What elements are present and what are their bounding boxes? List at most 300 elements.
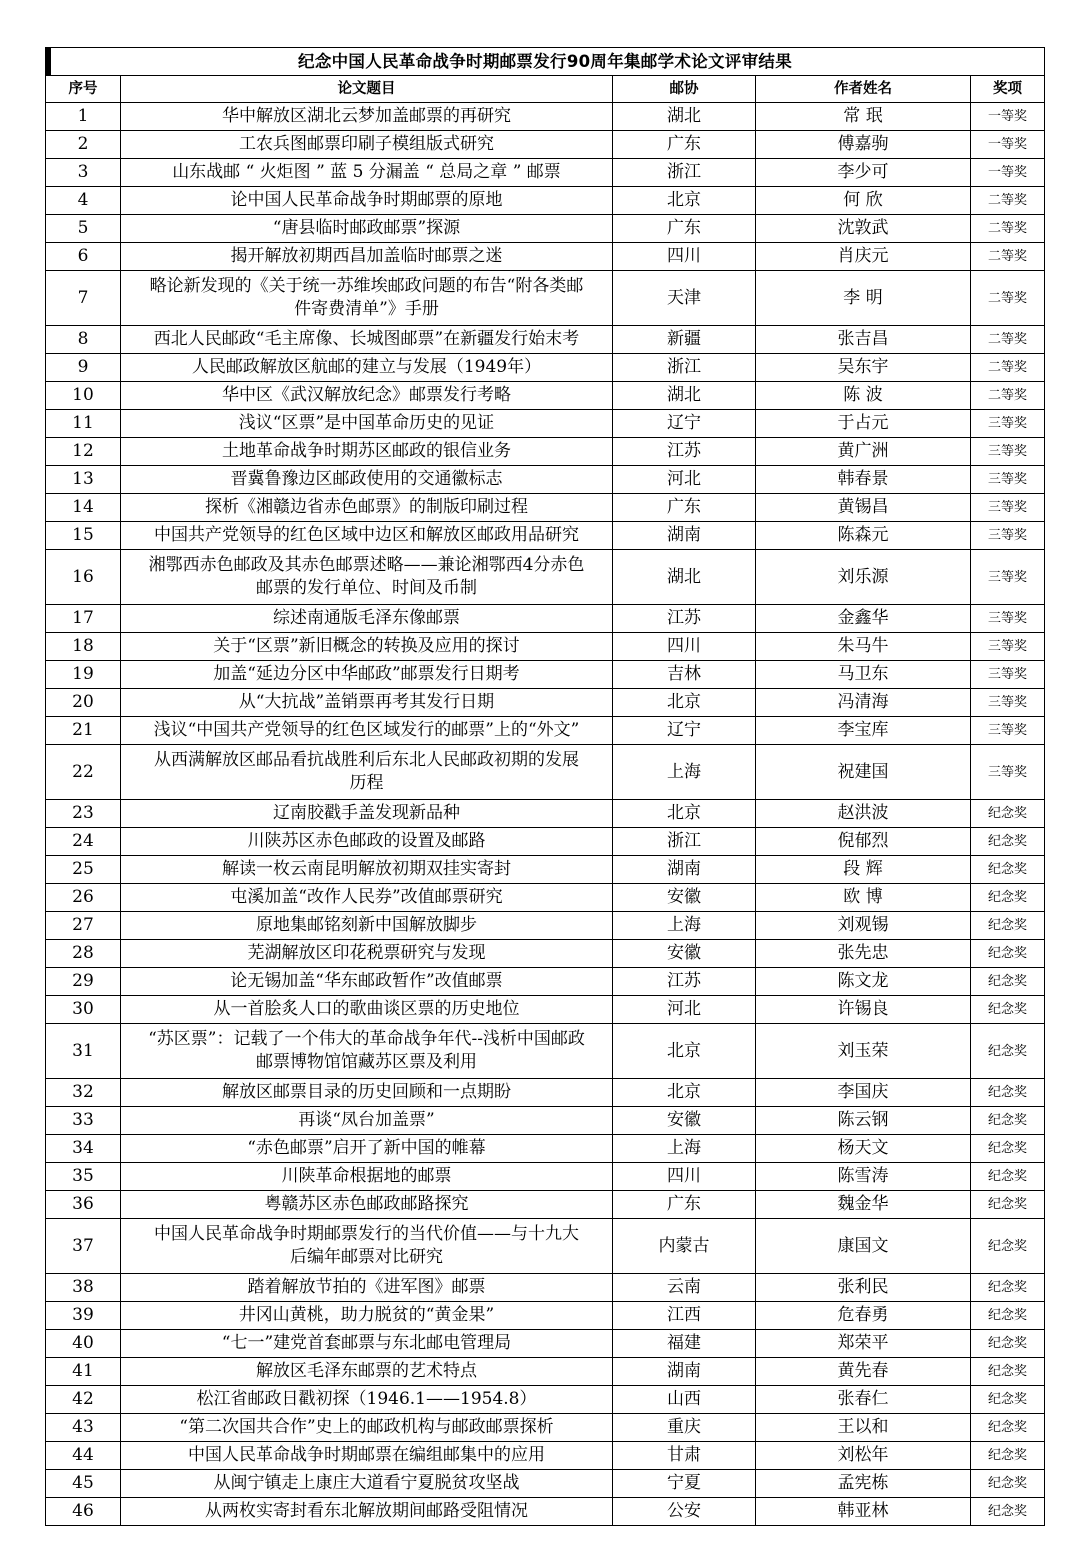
row-title-line: 晋冀鲁豫边区邮政使用的交通徽标志: [230, 469, 503, 489]
row-title-line: “赤色邮票”启开了新中国的帷幕: [247, 1138, 486, 1158]
table-row: [46, 1302, 1045, 1330]
row-number: 5: [46, 215, 121, 243]
table-row: [46, 382, 1045, 410]
row-author: 倪郁烈: [756, 828, 971, 856]
col-header-award: 奖项: [971, 76, 1045, 103]
row-association: 上海: [613, 912, 756, 940]
row-award: 纪念奖: [971, 1079, 1045, 1107]
row-association: 江苏: [613, 605, 756, 633]
row-title-line: 粤赣苏区赤色邮政邮路探究: [264, 1194, 469, 1214]
table-row: [46, 1470, 1045, 1498]
table-row: [46, 187, 1045, 215]
row-title: [121, 243, 613, 271]
row-number: 18: [46, 633, 121, 661]
row-title-line: 探析《湘赣边省赤色邮票》的制版印刷过程: [205, 497, 528, 517]
row-title-line: 芜湖解放区印花税票研究与发现: [247, 943, 486, 963]
row-title-line: 湘鄂西赤色邮政及其赤色邮票述略——兼论湘鄂西4分赤色: [148, 555, 585, 575]
table-row: [46, 1191, 1045, 1219]
row-association: 安徽: [613, 1107, 756, 1135]
row-title: [121, 410, 613, 438]
row-title-line: “苏区票”：记载了一个伟大的革命战争年代--浅析中国邮政: [148, 1029, 585, 1049]
table-row: [46, 1219, 1045, 1274]
table-row: [46, 1274, 1045, 1302]
table-row: [46, 1358, 1045, 1386]
row-number: 39: [46, 1302, 121, 1330]
row-number: 31: [46, 1024, 121, 1079]
table-row: [46, 940, 1045, 968]
row-title: [121, 1107, 613, 1135]
row-author: 朱马牛: [756, 633, 971, 661]
row-award: 纪念奖: [971, 1163, 1045, 1191]
table-row: [46, 494, 1045, 522]
row-association: 天津: [613, 271, 756, 326]
table-row: [46, 1442, 1045, 1470]
row-number: 10: [46, 382, 121, 410]
row-author: 陈森元: [756, 522, 971, 550]
row-number: 15: [46, 522, 121, 550]
row-number: 33: [46, 1107, 121, 1135]
row-number: 3: [46, 159, 121, 187]
row-association: 河北: [613, 466, 756, 494]
row-title: [121, 996, 613, 1024]
row-association: 宁夏: [613, 1470, 756, 1498]
row-award: 纪念奖: [971, 1191, 1045, 1219]
row-title-line: 山东战邮 “ 火炬图 ” 蓝 5 分漏盖 “ 总局之章 ” 邮票: [172, 162, 561, 182]
row-number: 29: [46, 968, 121, 996]
row-title: [121, 940, 613, 968]
row-title: [121, 1219, 613, 1274]
row-title: [121, 745, 613, 800]
row-title-line: 华中区《武汉解放纪念》邮票发行考略: [222, 385, 511, 405]
row-award: 纪念奖: [971, 912, 1045, 940]
row-award: 纪念奖: [971, 996, 1045, 1024]
row-title: [121, 1079, 613, 1107]
row-title-line: 邮票的发行单位、时间及币制: [256, 578, 477, 598]
row-title: [121, 131, 613, 159]
title-accent-bar: [45, 47, 51, 76]
row-title: [121, 605, 613, 633]
row-award: 纪念奖: [971, 884, 1045, 912]
row-award: 三等奖: [971, 550, 1045, 605]
row-title: [121, 884, 613, 912]
table-row: [46, 103, 1045, 131]
row-title: [121, 187, 613, 215]
row-title-line: 再谈“凤台加盖票”: [298, 1110, 435, 1130]
row-number: 21: [46, 717, 121, 745]
row-title-line: 华中解放区湖北云梦加盖邮票的再研究: [222, 106, 511, 126]
table-row: [46, 856, 1045, 884]
row-title-line: “唐县临时邮政邮票”探源: [272, 218, 461, 238]
row-author: 王以和: [756, 1414, 971, 1442]
row-title-line: 加盖“延边分区中华邮政”邮票发行日期考: [213, 664, 520, 684]
row-title: [121, 689, 613, 717]
row-title-line: 解放区邮票目录的历史回顾和一点期盼: [222, 1082, 511, 1102]
header-row: [46, 76, 1045, 103]
row-association: 湖南: [613, 1358, 756, 1386]
row-title-line: 关于“区票”新旧概念的转换及应用的探讨: [213, 636, 520, 656]
row-title: [121, 550, 613, 605]
row-number: 43: [46, 1414, 121, 1442]
row-number: 25: [46, 856, 121, 884]
row-title-line: 从一首脍炙人口的歌曲谈区票的历史地位: [213, 999, 520, 1019]
row-title: [121, 968, 613, 996]
row-number: 40: [46, 1330, 121, 1358]
table-row: [46, 1498, 1045, 1526]
row-title: [121, 717, 613, 745]
row-award: 二等奖: [971, 187, 1045, 215]
row-award: 纪念奖: [971, 1330, 1045, 1358]
row-title-line: 土地革命战争时期苏区邮政的银信业务: [222, 441, 511, 461]
row-title-line: 论无锡加盖“华东邮政暂作”改值邮票: [230, 971, 503, 991]
table-row: [46, 689, 1045, 717]
row-title-line: 川陕苏区赤色邮政的设置及邮路: [247, 831, 486, 851]
row-title: [121, 1358, 613, 1386]
row-author: 刘玉荣: [756, 1024, 971, 1079]
row-author: 康国文: [756, 1219, 971, 1274]
row-title: [121, 271, 613, 326]
row-title: [121, 1135, 613, 1163]
row-author: 张先忠: [756, 940, 971, 968]
row-title: [121, 103, 613, 131]
row-association: 上海: [613, 1135, 756, 1163]
row-association: 四川: [613, 243, 756, 271]
row-number: 36: [46, 1191, 121, 1219]
row-author: 韩春景: [756, 466, 971, 494]
row-author: 陈雪涛: [756, 1163, 971, 1191]
row-title: [121, 661, 613, 689]
row-association: 山西: [613, 1386, 756, 1414]
col-header-association: 邮协: [613, 76, 756, 103]
row-award: 一等奖: [971, 159, 1045, 187]
row-number: 9: [46, 354, 121, 382]
row-award: 一等奖: [971, 131, 1045, 159]
row-title-line: 从“大抗战”盖销票再考其发行日期: [238, 692, 495, 712]
row-association: 湖北: [613, 550, 756, 605]
row-association: 广东: [613, 131, 756, 159]
row-title: [121, 1163, 613, 1191]
row-title-line: 中国人民革命战争时期邮票发行的当代价值——与十九大: [154, 1224, 579, 1244]
row-title: [121, 522, 613, 550]
results-table: [45, 47, 1045, 1526]
table-row: [46, 996, 1045, 1024]
row-association: 北京: [613, 689, 756, 717]
row-author: 危春勇: [756, 1302, 971, 1330]
row-title-line: 中国人民革命战争时期邮票在编组邮集中的应用: [188, 1445, 545, 1465]
row-title-line: “七一”建党首套邮票与东北邮电管理局: [221, 1333, 512, 1353]
row-title: [121, 1191, 613, 1219]
table-row: [46, 745, 1045, 800]
row-number: 44: [46, 1442, 121, 1470]
row-title-line: 浅议“区票”是中国革命历史的见证: [238, 413, 495, 433]
col-header-author: 作者姓名: [756, 76, 971, 103]
row-title-line: 邮票博物馆馆藏苏区票及利用: [256, 1052, 477, 1072]
row-association: 北京: [613, 800, 756, 828]
results-sheet: [45, 47, 1044, 1526]
row-title-line: 后编年邮票对比研究: [290, 1247, 443, 1267]
row-association: 公安: [613, 1498, 756, 1526]
row-association: 江苏: [613, 968, 756, 996]
row-association: 河北: [613, 996, 756, 1024]
row-association: 云南: [613, 1274, 756, 1302]
row-award: 纪念奖: [971, 1274, 1045, 1302]
row-award: 二等奖: [971, 382, 1045, 410]
row-award: 三等奖: [971, 745, 1045, 800]
row-association: 北京: [613, 187, 756, 215]
row-title-line: 浅议“中国共产党领导的红色区域发行的邮票”上的“外文”: [153, 720, 580, 740]
row-award: 纪念奖: [971, 1442, 1045, 1470]
row-number: 22: [46, 745, 121, 800]
row-title-line: 从西满解放区邮品看抗战胜利后东北人民邮政初期的发展: [154, 750, 579, 770]
table-row: [46, 1163, 1045, 1191]
row-title-line: 从闽宁镇走上康庄大道看宁夏脱贫攻坚战: [213, 1473, 520, 1493]
row-author: 陈云钢: [756, 1107, 971, 1135]
row-association: 四川: [613, 1163, 756, 1191]
row-title-line: 踏着解放节拍的《进军图》邮票: [247, 1277, 486, 1297]
row-title: [121, 1330, 613, 1358]
row-number: 6: [46, 243, 121, 271]
row-title: [121, 1302, 613, 1330]
row-association: 辽宁: [613, 410, 756, 438]
row-title: [121, 466, 613, 494]
row-award: 三等奖: [971, 438, 1045, 466]
row-number: 1: [46, 103, 121, 131]
table-row: [46, 1107, 1045, 1135]
row-title-line: 解放区毛泽东邮票的艺术特点: [256, 1361, 477, 1381]
row-number: 7: [46, 271, 121, 326]
row-number: 26: [46, 884, 121, 912]
row-author: 张吉昌: [756, 326, 971, 354]
row-award: 三等奖: [971, 661, 1045, 689]
row-association: 辽宁: [613, 717, 756, 745]
table-row: [46, 522, 1045, 550]
row-award: 二等奖: [971, 271, 1045, 326]
row-award: 纪念奖: [971, 1107, 1045, 1135]
table-row: [46, 1330, 1045, 1358]
table-row: [46, 243, 1045, 271]
table-row: [46, 717, 1045, 745]
row-author: 段 辉: [756, 856, 971, 884]
row-title: [121, 800, 613, 828]
row-author: 黄广洲: [756, 438, 971, 466]
row-award: 二等奖: [971, 243, 1045, 271]
row-association: 北京: [613, 1079, 756, 1107]
row-association: 新疆: [613, 326, 756, 354]
row-number: 38: [46, 1274, 121, 1302]
table-row: [46, 131, 1045, 159]
row-title: [121, 159, 613, 187]
row-association: 内蒙古: [613, 1219, 756, 1274]
row-title: [121, 1442, 613, 1470]
row-association: 湖北: [613, 103, 756, 131]
row-number: 28: [46, 940, 121, 968]
row-author: 李 明: [756, 271, 971, 326]
table-row: [46, 550, 1045, 605]
row-title: [121, 326, 613, 354]
row-author: 杨天文: [756, 1135, 971, 1163]
row-title-line: 工农兵图邮票印刷子模组版式研究: [239, 134, 494, 154]
row-title-line: 井冈山黄桃，助力脱贫的“黄金果”: [238, 1305, 495, 1325]
table-row: [46, 326, 1045, 354]
row-author: 郑荣平: [756, 1330, 971, 1358]
row-number: 30: [46, 996, 121, 1024]
row-number: 37: [46, 1219, 121, 1274]
row-title: [121, 354, 613, 382]
row-award: 纪念奖: [971, 1498, 1045, 1526]
row-award: 纪念奖: [971, 1414, 1045, 1442]
row-author: 魏金华: [756, 1191, 971, 1219]
table-row: [46, 1386, 1045, 1414]
row-title-line: 松江省邮政日戳初探（1946.1——1954.8）: [196, 1389, 537, 1409]
row-title-line: 解读一枚云南昆明解放初期双挂实寄封: [222, 859, 511, 879]
row-title-line: 揭开解放初期西昌加盖临时邮票之迷: [230, 246, 503, 266]
row-association: 四川: [613, 633, 756, 661]
row-title-line: 件寄费清单”》手册: [294, 299, 439, 319]
row-association: 湖南: [613, 522, 756, 550]
row-association: 湖南: [613, 856, 756, 884]
row-award: 二等奖: [971, 354, 1045, 382]
row-author: 于占元: [756, 410, 971, 438]
row-award: 纪念奖: [971, 1024, 1045, 1079]
row-number: 19: [46, 661, 121, 689]
row-author: 黄先春: [756, 1358, 971, 1386]
table-row: [46, 912, 1045, 940]
row-author: 马卫东: [756, 661, 971, 689]
row-association: 甘肃: [613, 1442, 756, 1470]
table-row: [46, 1024, 1045, 1079]
row-association: 安徽: [613, 940, 756, 968]
row-author: 李国庆: [756, 1079, 971, 1107]
table-row: [46, 271, 1045, 326]
row-award: 纪念奖: [971, 940, 1045, 968]
row-title: [121, 382, 613, 410]
row-association: 广东: [613, 215, 756, 243]
row-number: 17: [46, 605, 121, 633]
row-number: 11: [46, 410, 121, 438]
row-award: 三等奖: [971, 522, 1045, 550]
row-number: 35: [46, 1163, 121, 1191]
row-association: 浙江: [613, 354, 756, 382]
col-header-number: 序号: [46, 76, 121, 103]
table-row: [46, 605, 1045, 633]
table-row: [46, 354, 1045, 382]
row-author: 张春仁: [756, 1386, 971, 1414]
row-award: 纪念奖: [971, 828, 1045, 856]
row-number: 32: [46, 1079, 121, 1107]
row-number: 4: [46, 187, 121, 215]
row-author: 沈敦武: [756, 215, 971, 243]
row-award: 纪念奖: [971, 1470, 1045, 1498]
row-author: 何 欣: [756, 187, 971, 215]
row-number: 27: [46, 912, 121, 940]
row-title: [121, 438, 613, 466]
row-title-line: 屯溪加盖“改作人民券”改值邮票研究: [230, 887, 503, 907]
row-association: 吉林: [613, 661, 756, 689]
row-association: 北京: [613, 1024, 756, 1079]
row-award: 三等奖: [971, 689, 1045, 717]
row-title: [121, 215, 613, 243]
table-row: [46, 215, 1045, 243]
row-award: 一等奖: [971, 103, 1045, 131]
row-association: 福建: [613, 1330, 756, 1358]
row-author: 傅嘉驹: [756, 131, 971, 159]
table-row: [46, 410, 1045, 438]
table-title: 纪念中国人民革命战争时期邮票发行90周年集邮学术论文评审结果: [46, 48, 1045, 76]
row-association: 重庆: [613, 1414, 756, 1442]
row-author: 韩亚林: [756, 1498, 971, 1526]
table-row: [46, 1079, 1045, 1107]
row-association: 浙江: [613, 828, 756, 856]
row-number: 14: [46, 494, 121, 522]
row-number: 13: [46, 466, 121, 494]
row-title-line: 历程: [349, 773, 384, 793]
table-body: [46, 103, 1045, 1526]
row-author: 张利民: [756, 1274, 971, 1302]
row-title: [121, 1414, 613, 1442]
row-author: 常 珉: [756, 103, 971, 131]
table-row: [46, 1135, 1045, 1163]
row-association: 安徽: [613, 884, 756, 912]
table-row: [46, 466, 1045, 494]
row-number: 42: [46, 1386, 121, 1414]
table-row: [46, 633, 1045, 661]
row-award: 纪念奖: [971, 1302, 1045, 1330]
row-author: 陈 波: [756, 382, 971, 410]
row-title: [121, 828, 613, 856]
row-title-line: 略论新发现的《关于统一苏维埃邮政问题的布告“附各类邮: [149, 276, 584, 296]
row-award: 纪念奖: [971, 800, 1045, 828]
row-award: 三等奖: [971, 717, 1045, 745]
row-title-line: 辽南胶戳手盖发现新品种: [273, 803, 460, 823]
row-title-line: 原地集邮铭刻新中国解放脚步: [256, 915, 477, 935]
row-association: 浙江: [613, 159, 756, 187]
row-title-line: 综述南通版毛泽东像邮票: [273, 608, 460, 628]
row-number: 20: [46, 689, 121, 717]
row-award: 纪念奖: [971, 1219, 1045, 1274]
row-author: 黄锡昌: [756, 494, 971, 522]
row-title: [121, 494, 613, 522]
row-association: 广东: [613, 1191, 756, 1219]
row-award: 二等奖: [971, 326, 1045, 354]
table-row: [46, 884, 1045, 912]
row-title: [121, 1274, 613, 1302]
table-row: [46, 968, 1045, 996]
row-title-line: 川陕革命根据地的邮票: [281, 1166, 452, 1186]
table-row: [46, 1414, 1045, 1442]
row-author: 金鑫华: [756, 605, 971, 633]
row-title: [121, 1498, 613, 1526]
row-author: 赵洪波: [756, 800, 971, 828]
table-row: [46, 661, 1045, 689]
row-association: 广东: [613, 494, 756, 522]
row-author: 李宝库: [756, 717, 971, 745]
row-title-line: 人民邮政解放区航邮的建立与发展（1949年）: [191, 357, 542, 377]
row-author: 欧 博: [756, 884, 971, 912]
row-title: [121, 1470, 613, 1498]
row-author: 冯清海: [756, 689, 971, 717]
row-author: 祝建国: [756, 745, 971, 800]
row-number: 41: [46, 1358, 121, 1386]
row-number: 45: [46, 1470, 121, 1498]
row-title-line: 西北人民邮政“毛主席像、长城图邮票”在新疆发行始末考: [153, 329, 580, 349]
row-award: 三等奖: [971, 494, 1045, 522]
row-association: 江苏: [613, 438, 756, 466]
row-number: 23: [46, 800, 121, 828]
row-title-line: 中国共产党领导的红色区域中边区和解放区邮政用品研究: [154, 525, 579, 545]
row-award: 纪念奖: [971, 1135, 1045, 1163]
row-award: 纪念奖: [971, 968, 1045, 996]
row-award: 纪念奖: [971, 1386, 1045, 1414]
row-title-line: 从两枚实寄封看东北解放期间邮路受阻情况: [205, 1501, 528, 1521]
